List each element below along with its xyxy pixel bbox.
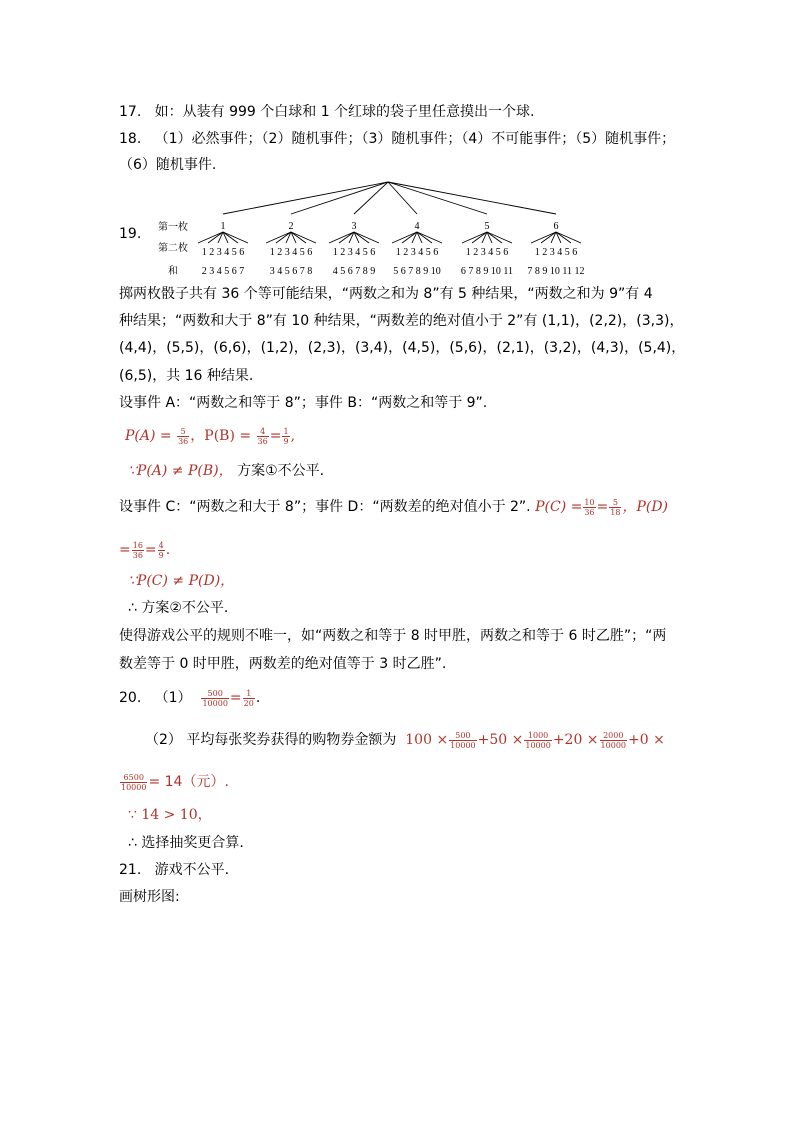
q21-tree-label: 画树形图: [119, 889, 180, 905]
q21-line: 21. 游戏不公平. [119, 862, 230, 878]
pa-label: P(A) = [125, 428, 172, 444]
pc-fraction-2: $\frac{5}{18}$ [610, 497, 621, 517]
neq-ab-formula: ∵P(A) ≠ P(B)， [128, 463, 233, 479]
q19-event-ab: 设事件 A：“两数之和等于 8”；事件 B：“两数之和等于 9”. [119, 395, 488, 411]
pb-fraction-1: $\frac{4}{36}$ [257, 426, 268, 446]
row-label-second: 第二枚 [158, 243, 188, 254]
q19-event-cd: 设事件 C：“两数之和大于 8”；事件 D：“两数差的绝对值小于 2”. P(C) = $\frac{10}{36}$ = $\frac{5}{18}$ ，P(D) [119, 497, 669, 517]
q19-conclusion-2: ∴ 方案②不公平. [128, 600, 229, 616]
q19-rule-2: 数差等于 0 时甲胜，两数差的绝对值等于 3 时乙胜”. [119, 656, 447, 672]
q17-line [119, 102, 535, 122]
first-die-2: 2 [288, 221, 294, 232]
q20-conclusion: ∴ 选择抽奖更合算. [128, 835, 244, 851]
second-die-row-5: 1 2 3 4 5 6 [465, 247, 509, 258]
q19-para-4: (6,5)，共 16 种结果. [119, 368, 254, 384]
q20-fraction-c: $\frac{2000}{10000}$ [600, 730, 626, 750]
row-label-first: 第一枚 [158, 222, 188, 233]
first-die-5: 5 [484, 221, 490, 232]
q20-part1: 20. （1） $\frac{500}{10000}$ = $\frac{1}{20}$ . [119, 688, 261, 708]
q20-fraction-b: $\frac{1000}{10000}$ [525, 730, 551, 750]
branch-first-3 [354, 182, 388, 214]
q19-number: 19. [119, 226, 142, 242]
q20-number: 20. [119, 690, 142, 706]
q19-neq-ab [128, 461, 324, 481]
q21-number: 21. [119, 862, 142, 878]
q19-rule-1: 使得游戏公平的规则不唯一，如“两数之和等于 8 时甲胜，两数之和等于 6 时乙胜”；“两 [119, 628, 667, 644]
q20-result: $\frac{6500}{10000}$ = 14（元）. [121, 772, 229, 792]
q18-number: 18. [119, 131, 142, 147]
q17-number: 17. [119, 104, 142, 120]
pa-fraction: $\frac{5}{36}$ [178, 426, 189, 446]
q17-text: 如：从装有 999 个白球和 1 个红球的袋子里任意摸出一个球. [154, 104, 535, 120]
pb-fraction-2: $\frac{1}{9}$ [283, 426, 289, 446]
q19-para-2: 种结果；“两数和大于 8”有 10 种结果，“两数差的绝对值小于 2”有 (1,1)，(2,2)，(3,3)， [119, 313, 684, 329]
pb-label: ，P(B) = [190, 428, 252, 444]
second-die-row-2: 1 2 3 4 5 6 [269, 247, 313, 258]
sum-row-3: 4 5 6 7 8 9 [332, 266, 376, 277]
pd-fraction-1: $\frac{16}{36}$ [132, 540, 143, 560]
q19-pd-value: = $\frac{16}{36}$ = $\frac{4}{9}$ . [119, 540, 171, 560]
q18-text-1: （1）必然事件；（2）随机事件；（3）随机事件；（4）不可能事件；（5）随机事件； [154, 131, 676, 147]
sum-row-6: 7 8 9 10 11 12 [527, 266, 585, 277]
q19-prob-ab: P(A) = $\frac{5}{36}$ ，P(B) = $\frac{4}{36}$ = $\frac{1}{9}$ , [125, 426, 296, 446]
sum-row-2: 3 4 5 6 7 8 [269, 266, 313, 277]
q20-since: ∵ 14 > 10， [128, 807, 212, 823]
q20-fraction-d: $\frac{6500}{10000}$ [121, 772, 147, 792]
neq-ab-conclusion: 方案①不公平. [237, 463, 325, 479]
dice-tree-diagram [150, 176, 610, 280]
q20-fraction-1: $\frac{500}{10000}$ [202, 688, 228, 708]
pc-label: P(C) = [535, 499, 583, 515]
q19-neq-cd: ∵P(C) ≠ P(D)， [128, 573, 235, 589]
first-die-6: 6 [553, 221, 559, 232]
second-die-row-1: 1 2 3 4 5 6 [201, 247, 245, 258]
pd-fraction-2: $\frac{4}{9}$ [158, 540, 164, 560]
first-die-4: 4 [414, 221, 420, 232]
sum-row-5: 6 7 8 9 10 11 [460, 266, 514, 277]
sum-row-1: 2 3 4 5 6 7 [201, 266, 245, 277]
q18-line2 [119, 155, 216, 175]
q19-para-1: 掷两枚骰子共有 36 个等可能结果，“两数之和为 8”有 5 种结果，“两数之和为 9”有 4 [119, 286, 653, 302]
second-die-row-6: 1 2 3 4 5 6 [534, 247, 578, 258]
row-label-sum: 和 [168, 266, 178, 277]
q18-line1 [119, 129, 675, 149]
event-cd-text: 设事件 C：“两数之和大于 8”；事件 D：“两数差的绝对值小于 2”. [119, 499, 531, 515]
first-die-1: 1 [220, 221, 226, 232]
q20-fraction-a: $\frac{500}{10000}$ [450, 730, 476, 750]
q20-fraction-1r: $\frac{1}{20}$ [243, 688, 254, 708]
pc-fraction-1: $\frac{10}{36}$ [584, 497, 595, 517]
sum-row-4: 5 6 7 8 9 10 [393, 266, 441, 277]
q20-part2: （2） 平均每张奖券获得的购物券金额为 100 × $\frac{500}{10000}$ +50 × $\frac{1000}{10000}$ +20 × $\frac{2000}{10000}$ +0 × [145, 730, 665, 750]
q18-text-2: （6）随机事件. [119, 157, 217, 173]
second-die-row-3: 1 2 3 4 5 6 [332, 247, 376, 258]
q19-para-3: (4,4)，(5,5)，(6,6)，(1,2)，(2,3)，(3,4)，(4,5)，(5,6)，(2,1)，(3,2)，(4,3)，(5,4)， [119, 340, 686, 356]
first-die-3: 3 [351, 221, 357, 232]
second-die-row-4: 1 2 3 4 5 6 [395, 247, 439, 258]
pd-label: ，P(D) [622, 499, 669, 515]
